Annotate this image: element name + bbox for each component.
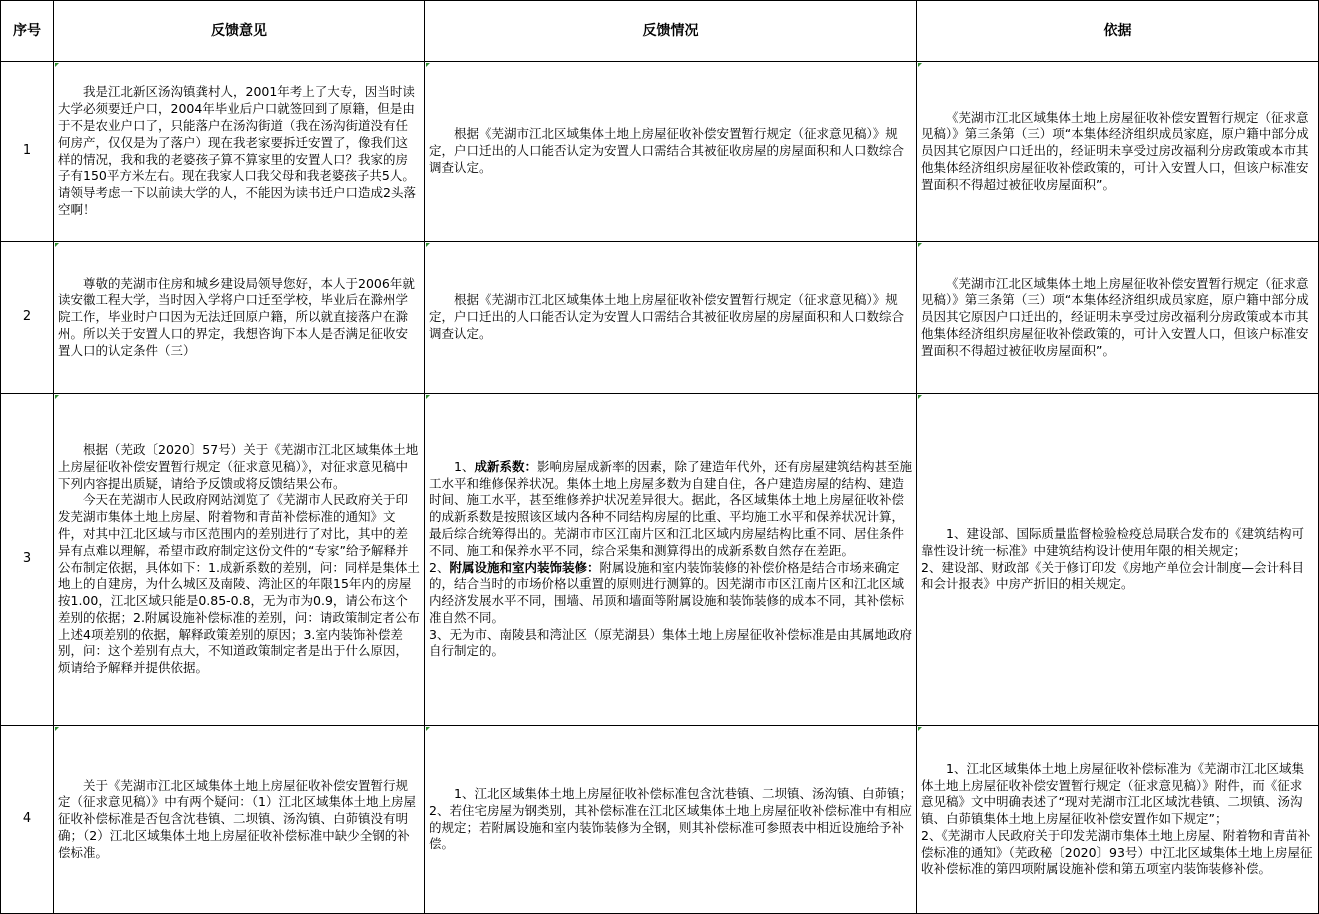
row-index: 2: [1, 242, 54, 394]
item-text: 附属设施和室内装饰装修的补偿价格是结合市场来确定的，结合当时的市场价格以重置的原则进行测算的。因芜湖市市区江南片区和江北区域内经济发展水平不同，围墙、吊顶和墙面等附属设施和装饰装修的成本不同，其补偿标准自然不同。: [429, 559, 905, 625]
response-cell: [425, 726, 917, 914]
item-prefix: 1、: [454, 458, 475, 474]
header-feedback: 反馈意见: [54, 1, 425, 62]
item-keyword: 成新系数：: [474, 458, 537, 474]
basis-cell: [917, 726, 1319, 914]
header-response: 反馈情况: [425, 1, 917, 62]
basis-cell: [917, 394, 1319, 726]
response-item: 1、江北区域集体土地上房屋征收补偿标准包含沈巷镇、二坝镇、汤沟镇、白茆镇；: [454, 785, 912, 801]
item-text: 影响房屋成新率的因素，除了建造年代外，还有房屋建筑结构甚至施工水平和维修保养状况。集体土地上房屋多数为自建自住，各户建造房屋的结构、建造时间、施工水平，甚至维修养护状况差异很大。据此，各区域集体土地上房屋征收补偿的成新系数是按照该区域内各种不同结构房屋的比重、平均施工水平和保养状况计算，最后综合统筹得出的。芜湖市市区江南片区和江北区域内房屋结构比重不同、居住条件不同、施工和保养水平不同，综合采集和测算得出的成新系数自然存在差距。: [429, 458, 912, 558]
basis-cell: [917, 62, 1319, 242]
header-index: 序号: [1, 1, 54, 62]
row-index: 4: [1, 726, 54, 914]
item-keyword: 附属设施和室内装饰装修：: [449, 559, 600, 575]
basis-item: 2、《芜湖市人民政府关于印发芜湖市集体土地上房屋、附着物和青苗补偿标准的通知》（芜政秘〔2020〕93号）中江北区域集体土地上房屋征收补偿标准的第四项附属设施补偿和第五项室内装饰装修补偿。: [921, 827, 1313, 877]
basis-text: 《芜湖市江北区域集体土地上房屋征收补偿安置暂行规定（征求意见稿）》第三条第（三）项“本集体经济组织成员家庭，原户籍中部分成员因其它原因户口迁出的，经证明未享受过房改福利分房政策或本市其他集体经济组织房屋征收补偿政策的，可计入安置人口，但该户标准安置面积不得超过被征收房屋面积”。: [921, 275, 1309, 358]
feedback-text: 我是江北新区汤沟镇龚村人，2001年考上了大专，因当时读大学必须要迁户口，2004年毕业后户口就签回到了原籍，但是由于不是农业户口了，只能落户在汤沟街道（我在汤沟街道没有任何房产，仅仅是为了落户）现在我老家要拆迁安置了，像我们这样的情况，我和我的老婆孩子算不算家里的安置人口？我家的房子有150平方米左右。现在我家人口我父母和我老婆孩子共5人。请领导考虑一下以前读大学的人，不能因为读书迁户口造成2头落空啊！: [58, 84, 416, 217]
response-cell: [425, 62, 917, 242]
response-item: [429, 459, 912, 560]
header-basis: 依据: [917, 1, 1319, 62]
response-item: 2、若住宅房屋为钢类别，其补偿标准在江北区域集体土地上房屋征收补偿标准中有相应的规定；若附属设施和室内装饰装修为全钢，则其补偿标准可参照表中相近设施给予补偿。: [429, 802, 912, 852]
item-prefix: 2、: [429, 559, 450, 575]
row-index: 3: [1, 394, 54, 726]
feedback-text: 关于《芜湖市江北区域集体土地上房屋征收补偿安置暂行规定（征求意见稿）》中有两个疑问：（1）江北区域集体土地上房屋征收补偿标准是否包含沈巷镇、二坝镇、汤沟镇、白茆镇没有明确；（2）江北区域集体土地上房屋征收补偿标准中缺少全钢的补偿标准。: [58, 777, 416, 860]
table-row: [1, 242, 1319, 394]
response-text: 根据《芜湖市江北区域集体土地上房屋征收补偿安置暂行规定（征求意见稿）》规定，户口迁出的人口能否认定为安置人口需结合其被征收房屋的房屋面积和人口数综合调查认定。: [429, 126, 905, 175]
feedback-cell: [54, 242, 425, 394]
row-index: 1: [1, 62, 54, 242]
feedback-text: 尊敬的芜湖市住房和城乡建设局领导您好，本人于2006年就读安徽工程大学，当时因入学将户口迁至学校，毕业后在滁州学院工作，毕业时户口因为无法迁回原户籍，所以就直接落户在滁州。所以关于安置人口的界定，我想咨询下本人是否满足征收安置人口的认定条件（三）: [58, 275, 415, 358]
table-row: [1, 726, 1319, 914]
feedback-text: 根据（芜政〔2020〕57号）关于《芜湖市江北区域集体土地上房屋征收补偿安置暂行规定（征求意见稿）》，对征求意见稿中下列内容提出质疑，请给予反馈或将反馈结果公布。: [58, 441, 419, 491]
response-cell: [425, 394, 917, 726]
basis-cell: [917, 242, 1319, 394]
feedback-cell: [54, 394, 425, 726]
basis-item: 2、建设部、财政部《关于修订印发《房地产单位会计制度—会计科目和会计报表》中房产折旧的相关规定。: [921, 559, 1304, 592]
basis-item: 1、江北区域集体土地上房屋征收补偿标准为《芜湖市江北区域集体土地上房屋征收补偿安置暂行规定（征求意见稿）》附件，而《征求意见稿》文中明确表述了“现对芜湖市江北区域沈巷镇、二坝镇、汤沟镇、白茆镇集体土地上房屋征收补偿安置作如下规定”；: [921, 760, 1304, 827]
response-text: 根据《芜湖市江北区域集体土地上房屋征收补偿安置暂行规定（征求意见稿）》规定，户口迁出的人口能否认定为安置人口需结合其被征收房屋的房屋面积和人口数综合调查认定。: [429, 292, 905, 341]
table-row: [1, 62, 1319, 242]
response-cell: [425, 242, 917, 394]
feedback-cell: [54, 726, 425, 914]
response-item: [429, 560, 912, 627]
basis-text: 《芜湖市江北区域集体土地上房屋征收补偿安置暂行规定（征求意见稿）》第三条第（三）项“本集体经济组织成员家庭，原户籍中部分成员因其它原因户口迁出的，经证明未享受过房改福利分房政策或本市其他集体经济组织房屋征收补偿政策的，可计入安置人口，但该户标准安置面积不得超过被征收房屋面积”。: [921, 109, 1309, 192]
table-header-row: [1, 1, 1319, 62]
table-row: [1, 394, 1319, 726]
feedback-cell: [54, 62, 425, 242]
feedback-text: 今天在芜湖市人民政府网站浏览了《芜湖市人民政府关于印发芜湖市集体土地上房屋、附着物和青苗补偿标准的通知》文件，对其中江北区域与市区范围内的差别进行了对比，其中的差异有点难以理解，希望市政府制定这份文件的“专家”给予解释并公布制定依据，具体如下：1.成新系数的差别，问：同样是集体土地上的自建房，为什么城区及南陵、湾沚区的年限15年内的房屋按1.00，江北区域只能是0.85-0.8，无为市为0.9，请公布这个差别的依据；2.附属设施补偿标准的差别，问：请政策制定者公布上述4项差别的依据，解释政策差别的原因；3.室内装饰补偿差别，问：这个差别有点大，不知道政策制定者是出于什么原因，烦请给予解释并提供依据。: [58, 492, 420, 676]
basis-item: 1、建设部、国际质量监督检验检疫总局联合发布的《建筑结构可靠性设计统一标准》中建筑结构设计使用年限的相关规定；: [921, 525, 1304, 558]
response-item: 3、无为市、南陵县和湾沚区（原芜湖县）集体土地上房屋征收补偿标准是由其属地政府自行制定的。: [429, 626, 912, 659]
